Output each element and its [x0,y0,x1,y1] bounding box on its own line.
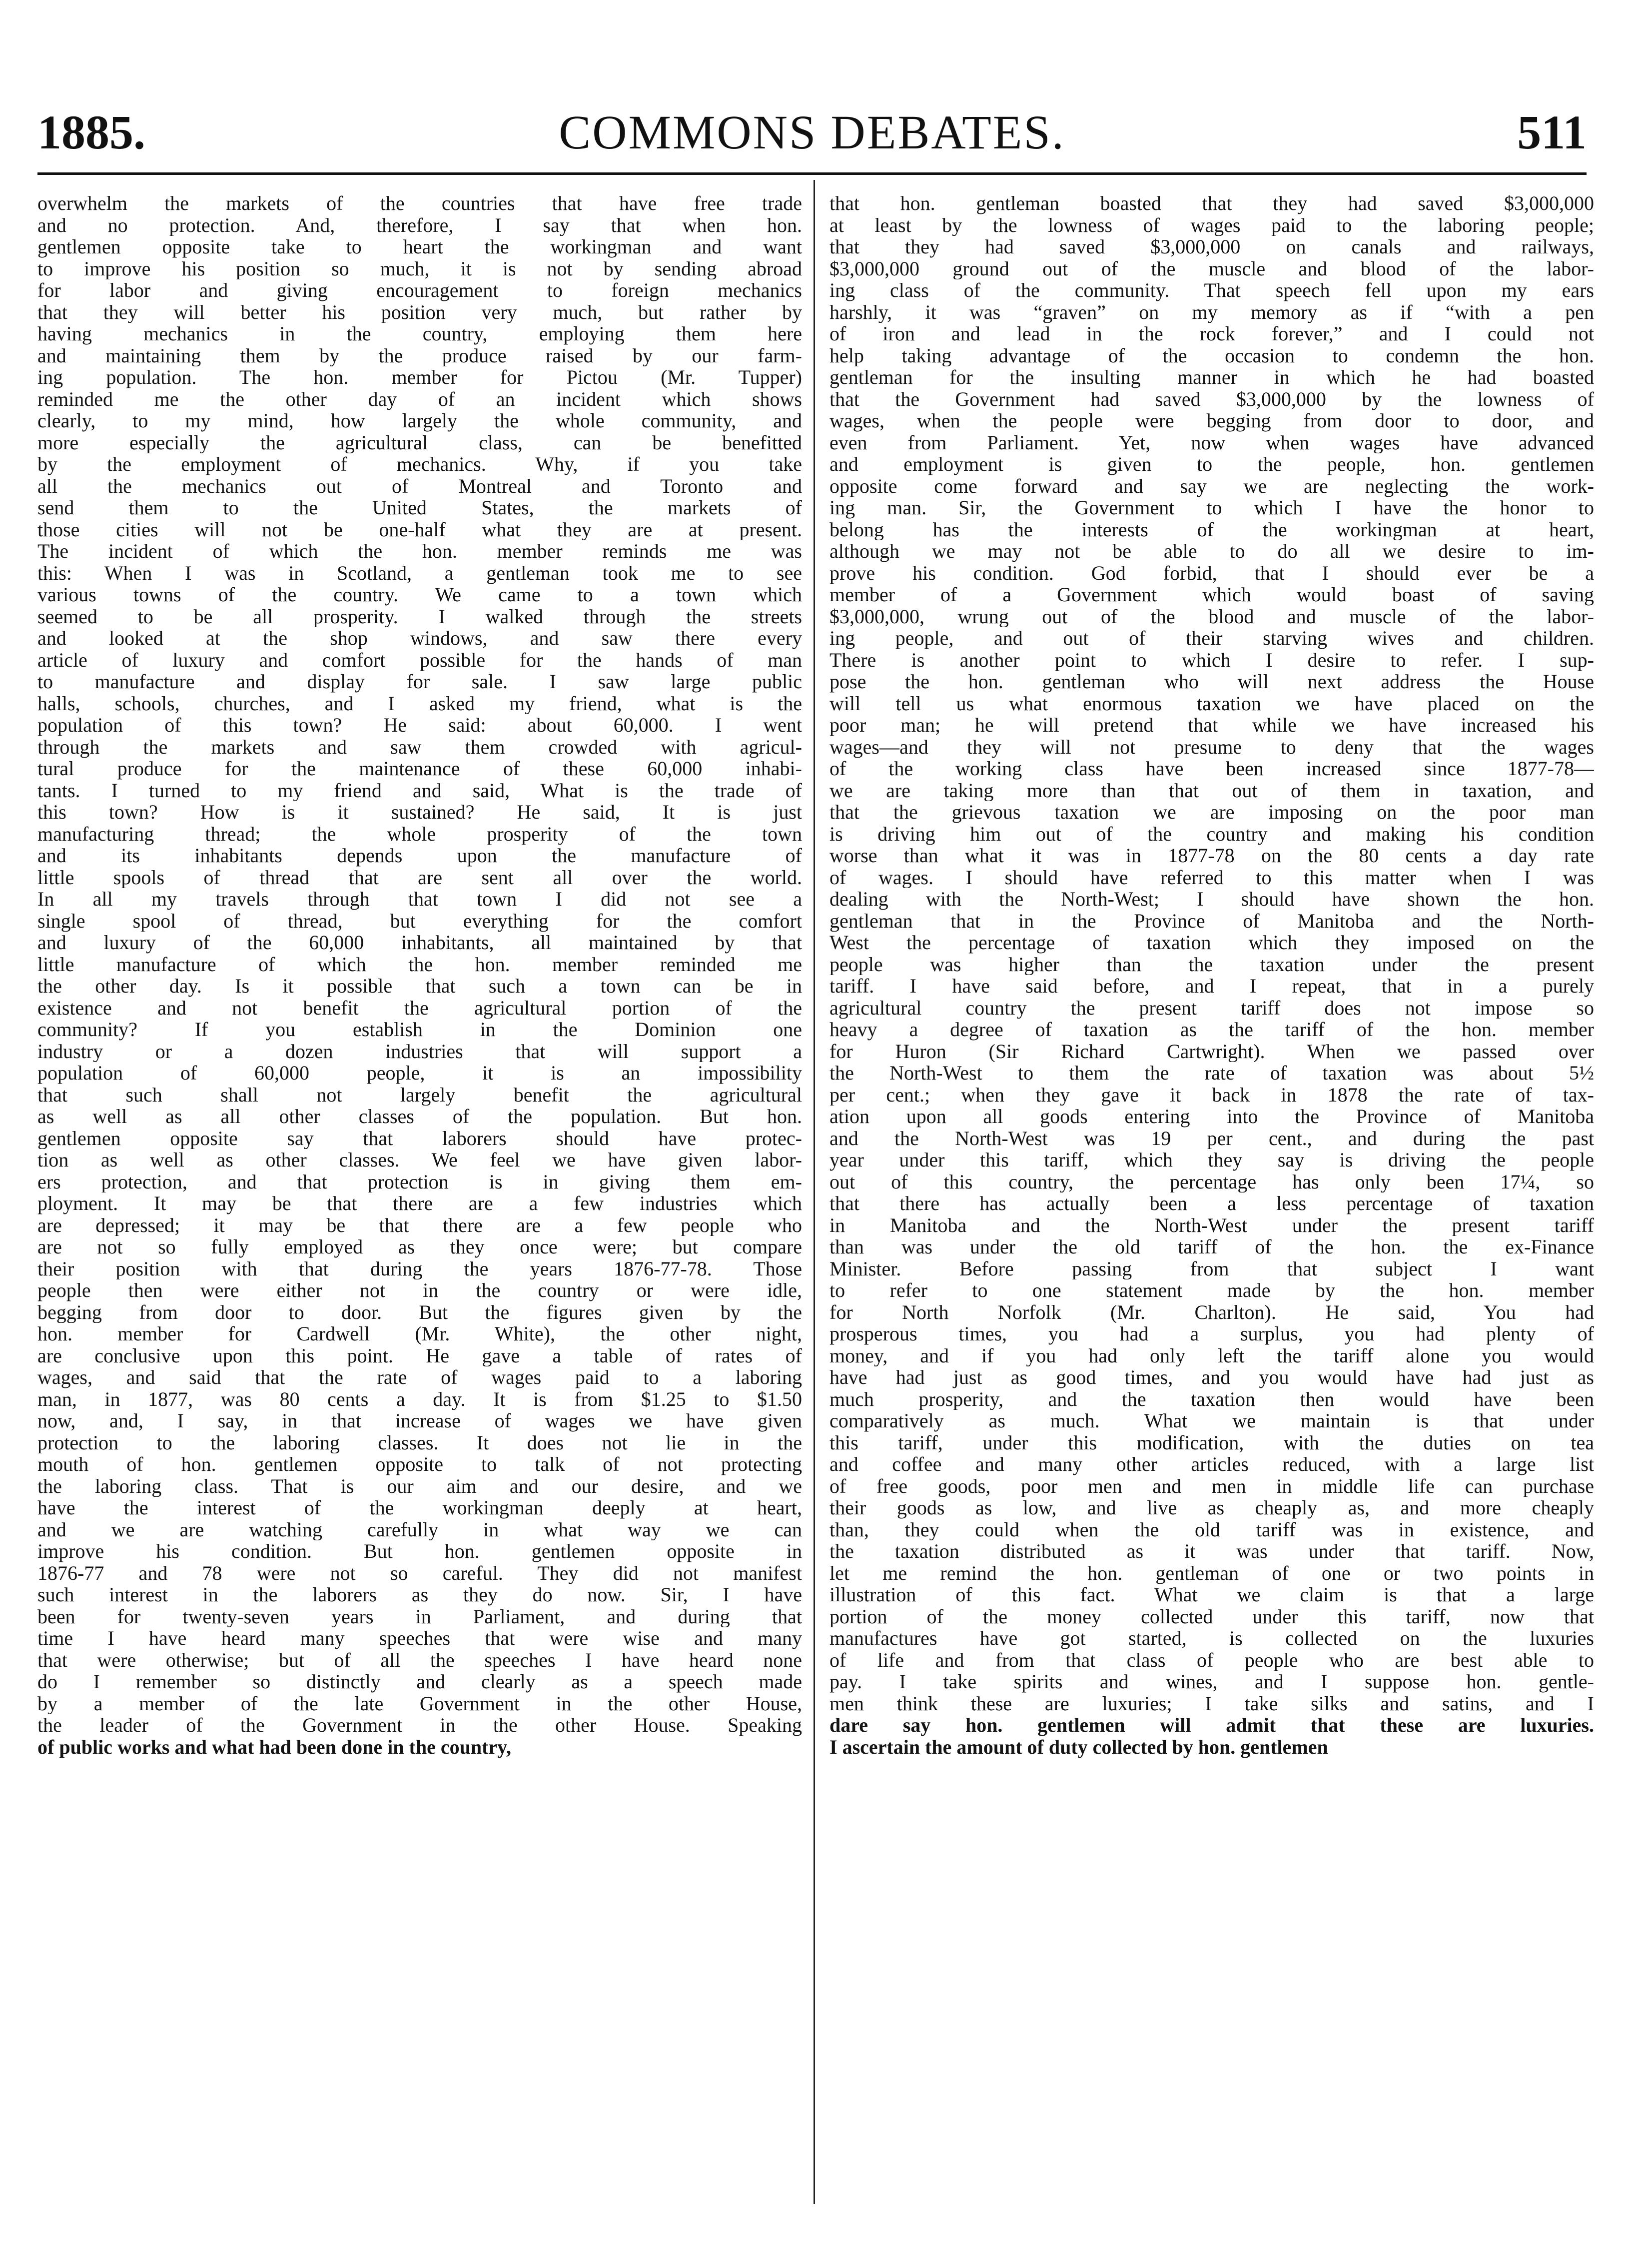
text-line: all the mechanics out of Montreal and Toronto and [37,475,802,497]
text-line: pay. I take spirits and wines, and I suppose hon. gentle- [829,1671,1594,1693]
text-line: ployment. It may be that there are a few industries which [37,1192,802,1214]
text-line: population of 60,000 people, it is an impossibility [37,1062,802,1084]
header-year: 1885. [37,105,145,159]
text-line: In all my travels through that town I did not see a [37,888,802,910]
text-line: that hon. gentleman boasted that they had saved $3,000,000 [829,192,1594,214]
text-line: gentleman for the insulting manner in which he had boasted [829,366,1594,388]
text-line: ation upon all goods entering into the Province of Manitoba [829,1106,1594,1128]
text-line: we are taking more than that out of them in taxation, and [829,779,1594,801]
text-line: wages, when the people were begging from door to door, and [829,410,1594,432]
text-line: to improve his position so much, it is not by sending abroad [37,257,802,279]
header-title: COMMONS DEBATES. [559,105,1065,159]
text-line: that the Government had saved $3,000,000 by the lowness of [829,388,1594,410]
text-line: are conclusive upon this point. He gave a table of rates of [37,1344,802,1366]
text-line: There is another point to which I desire to refer. I sup- [829,649,1594,671]
text-line: tion as well as other classes. We feel we have given labor- [37,1149,802,1171]
text-line: the North-West to them the rate of taxation was about 5½ [829,1062,1594,1084]
text-line: protection to the laboring classes. It does not lie in the [37,1431,802,1453]
text-line: and looked at the shop windows, and saw there every [37,627,802,649]
text-line: men think these are luxuries; I take silks and satins, and I [829,1692,1594,1714]
text-line: existence and not benefit the agricultural portion of the [37,997,802,1019]
text-line: dealing with the North-West; I should have shown the hon. [829,888,1594,910]
text-line: harshly, it was “graven” on my memory as if “with a pen [829,301,1594,323]
text-line: that they will better his position very much, but rather by [37,301,802,323]
text-line: member of a Government which would boast of saving [829,584,1594,606]
text-line: ing population. The hon. member for Pictou (Mr. Tupper) [37,366,802,388]
text-line: that they had saved $3,000,000 on canals and railways, [829,236,1594,258]
text-line: and luxury of the 60,000 inhabitants, all maintained by that [37,932,802,954]
text-line: and no protection. And, therefore, I say that when hon. [37,214,802,236]
text-line: tants. I turned to my friend and said, What is the trade of [37,779,802,801]
text-line: are depressed; it may be that there are a few people who [37,1214,802,1236]
text-line: and we are watching carefully in what way we can [37,1518,802,1540]
left-column [37,192,802,2187]
text-line: this town? How is it sustained? He said, It is just [37,801,802,823]
header-rule [37,172,1587,175]
text-line: poor man; he will pretend that while we have increased his [829,714,1594,736]
text-line: gentlemen opposite take to heart the workingman and want [37,236,802,258]
text-line: having mechanics in the country, employing them here [37,323,802,345]
text-line: and its inhabitants depends upon the manufacture of [37,845,802,867]
text-line: improve his condition. But hon. gentlemen opposite in [37,1540,802,1562]
text-line: belong has the interests of the workingman at heart, [829,518,1594,540]
text-line: overwhelm the markets of the countries that have free trade [37,192,802,214]
text-line: of the working class have been increased since 1877-78— [829,758,1594,780]
text-line: much prosperity, and the taxation then would have been [829,1388,1594,1410]
text-line: of life and from that class of people who are best able to [829,1649,1594,1671]
text-line: hon. member for Cardwell (Mr. White), the other night, [37,1323,802,1345]
text-line: and coffee and many other articles reduced, with a large list [829,1453,1594,1475]
text-line: that such shall not largely benefit the agricultural [37,1084,802,1106]
text-line: their goods as low, and live as cheaply as, and more cheaply [829,1497,1594,1519]
text-line: opposite come forward and say we are neglecting the work- [829,475,1594,497]
text-line: that the grievous taxation we are imposing on the poor man [829,801,1594,823]
text-line: little spools of thread that are sent all over the world. [37,866,802,888]
text-line: that there has actually been a less percentage of taxation [829,1192,1594,1214]
text-line: population of this town? He said: about 60,000. I went [37,714,802,736]
text-line: comparatively as much. What we maintain is that under [829,1410,1594,1432]
text-line: for North Norfolk (Mr. Charlton). He said, You had [829,1301,1594,1323]
text-line: such interest in the laborers as they do now. Sir, I have [37,1584,802,1606]
text-line: time I have heard many speeches that were wise and many [37,1627,802,1649]
text-line: and employment is given to the people, hon. gentlemen [829,453,1594,475]
text-line: ing man. Sir, the Government to which I have the honor to [829,497,1594,519]
text-line: more especially the agricultural class, can be benefitted [37,431,802,453]
text-line: although we may not be able to do all we desire to im- [829,540,1594,562]
text-line: various towns of the country. We came to a town which [37,584,802,606]
text-line: halls, schools, churches, and I asked my friend, what is the [37,692,802,714]
text-line: to refer to one statement made by the hon. member [829,1279,1594,1301]
text-line: to manufacture and display for sale. I saw large public [37,671,802,693]
text-line: the leader of the Government in the other House. Speaking [37,1714,802,1736]
text-line: for labor and giving encouragement to foreign mechanics [37,279,802,301]
text-line: agricultural country the present tariff does not impose so [829,997,1594,1019]
text-line: even from Parliament. Yet, now when wages have advanced [829,431,1594,453]
text-line: ing class of the community. That speech fell upon my ears [829,279,1594,301]
text-line: this tariff, under this modification, with the duties on tea [829,1431,1594,1453]
text-line: mouth of hon. gentlemen opposite to talk of not protecting [37,1453,802,1475]
text-line: heavy a degree of taxation as the tariff of the hon. member [829,1019,1594,1041]
text-line: gentlemen opposite say that laborers should have protec- [37,1127,802,1149]
text-line: 1876-77 and 78 were not so careful. They did not manifest [37,1562,802,1584]
text-line: clearly, to my mind, how largely the whole community, and [37,410,802,432]
text-line: of free goods, poor men and men in middle life can purchase [829,1475,1594,1497]
text-line: people then were either not in the country or were idle, [37,1279,802,1301]
text-line: ing people, and out of their starving wives and children. [829,627,1594,649]
text-line: prove his condition. God forbid, that I should ever be a [829,562,1594,584]
text-line: than was under the old tariff of the hon. the ex-Finance [829,1236,1594,1258]
text-line: manufacturing thread; the whole prosperity of the town [37,823,802,845]
text-line: as well as all other classes of the population. But hon. [37,1106,802,1128]
text-line: wages, and said that the rate of wages paid to a laboring [37,1366,802,1388]
text-line: reminded me the other day of an incident which shows [37,388,802,410]
text-line: $3,000,000 ground out of the muscle and blood of the labor- [829,257,1594,279]
text-line: dare say hon. gentlemen will admit that these are luxuries. [829,1714,1594,1736]
text-line: have had just as good times, and you would have had just as [829,1366,1594,1388]
text-line: year under this tariff, which they say is driving the people [829,1149,1594,1171]
text-line: article of luxury and comfort possible for the hands of man [37,649,802,671]
text-line: by a member of the late Government in the other House, [37,1692,802,1714]
text-line: of iron and lead in the rock forever,” and I could not [829,323,1594,345]
text-line: portion of the money collected under this tariff, now that [829,1605,1594,1627]
text-line: begging from door to door. But the figures given by the [37,1301,802,1323]
text-line: the taxation distributed as it was under that tariff. Now, [829,1540,1594,1562]
text-line: and the North-West was 19 per cent., and during the past [829,1127,1594,1149]
text-line: gentleman that in the Province of Manitoba and the North- [829,910,1594,932]
text-line: the other day. Is it possible that such a town can be in [37,975,802,997]
text-line: are not so fully employed as they once were; but compare [37,1236,802,1258]
text-line: tariff. I have said before, and I repeat, that in a purely [829,975,1594,997]
text-line: of wages. I should have referred to this matter when I was [829,866,1594,888]
text-line: industry or a dozen industries that will support a [37,1040,802,1062]
text-line: the laboring class. That is our aim and our desire, and we [37,1475,802,1497]
text-line: been for twenty-seven years in Parliament, and during that [37,1605,802,1627]
text-line: in Manitoba and the North-West under the present tariff [829,1214,1594,1236]
header-page-number: 511 [1517,105,1587,159]
text-line: is driving him out of the country and making his condition [829,823,1594,845]
text-line: people was higher than the taxation under the present [829,953,1594,975]
text-line: manufactures have got started, is collected on the luxuries [829,1627,1594,1649]
text-line: at least by the lowness of wages paid to the laboring people; [829,214,1594,236]
column-divider [814,180,815,2204]
text-line: wages—and they will not presume to deny that the wages [829,736,1594,758]
text-line: let me remind the hon. gentleman of one or two points in [829,1562,1594,1584]
text-line: help taking advantage of the occasion to condemn the hon. [829,344,1594,366]
text-line: per cent.; when they gave it back in 1878 the rate of tax- [829,1084,1594,1106]
text-line: single spool of thread, but everything for the comfort [37,910,802,932]
page-header [37,105,1587,175]
text-line: little manufacture of which the hon. member reminded me [37,953,802,975]
text-line: prosperous times, you had a surplus, you had plenty of [829,1323,1594,1345]
text-line: pose the hon. gentleman who will next address the House [829,671,1594,693]
text-line: tural produce for the maintenance of these 60,000 inhabi- [37,758,802,780]
text-line: $3,000,000, wrung out of the blood and muscle of the labor- [829,605,1594,627]
text-line: that were otherwise; but of all the speeches I have heard none [37,1649,802,1671]
text-line: their position with that during the years 1876-77-78. Those [37,1257,802,1279]
text-line: worse than what it was in 1877-78 on the 80 cents a day rate [829,845,1594,867]
text-line: and maintaining them by the produce raised by our farm- [37,344,802,366]
text-line: through the markets and saw them crowded with agricul- [37,736,802,758]
text-line: than, they could when the old tariff was in existence, and [829,1518,1594,1540]
text-line: will tell us what enormous taxation we have placed on the [829,692,1594,714]
text-line: illustration of this fact. What we claim is that a large [829,1584,1594,1606]
text-line: of public works and what had been done in the country, [37,1736,511,1758]
text-line: I ascertain the amount of duty collected by hon. gentlemen [829,1736,1328,1758]
text-line: community? If you establish in the Dominion one [37,1019,802,1041]
text-line: man, in 1877, was 80 cents a day. It is from $1.25 to $1.50 [37,1388,802,1410]
text-line: do I remember so distinctly and clearly as a speech made [37,1671,802,1693]
text-line: now, and, I say, in that increase of wages we have given [37,1410,802,1432]
text-line: by the employment of mechanics. Why, if you take [37,453,802,475]
text-line: have the interest of the workingman deeply at heart, [37,1497,802,1519]
text-line: out of this country, the percentage has only been 17¼, so [829,1170,1594,1192]
text-line: those cities will not be one-half what they are at present. [37,518,802,540]
text-line: seemed to be all prosperity. I walked through the streets [37,605,802,627]
text-line: money, and if you had only left the tariff alone you would [829,1344,1594,1366]
text-line: Minister. Before passing from that subject I want [829,1257,1594,1279]
text-line: ers protection, and that protection is in giving them em- [37,1170,802,1192]
text-line: The incident of which the hon. member reminds me was [37,540,802,562]
right-column [829,192,1594,2187]
text-line: send them to the United States, the markets of [37,497,802,519]
text-line: for Huron (Sir Richard Cartwright). When we passed over [829,1040,1594,1062]
text-line: West the percentage of taxation which they imposed on the [829,932,1594,954]
text-line: this: When I was in Scotland, a gentleman took me to see [37,562,802,584]
